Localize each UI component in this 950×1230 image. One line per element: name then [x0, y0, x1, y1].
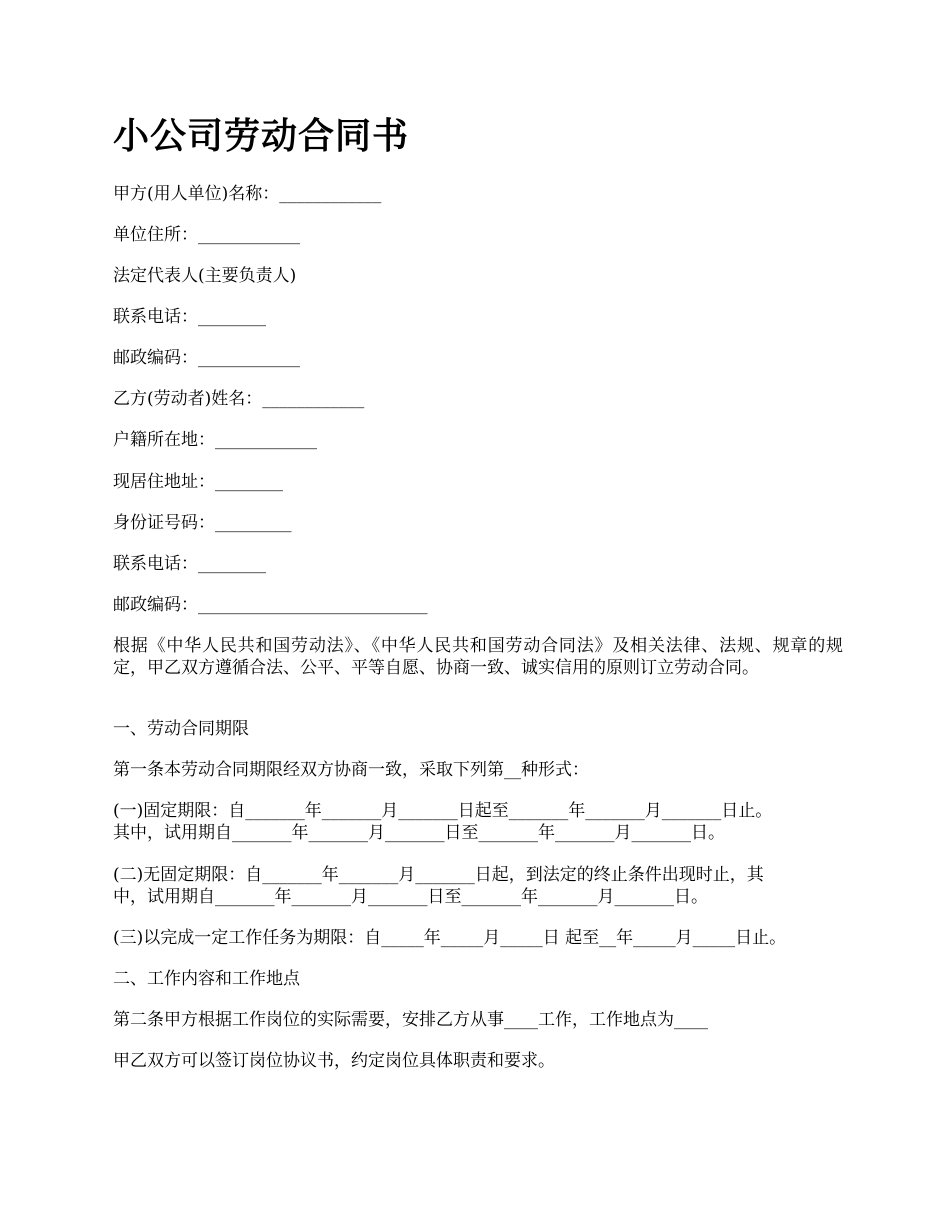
- article-1: 第一条本劳动合同期限经双方协商一致，采取下列第__种形式：: [113, 760, 589, 780]
- document-title: 小公司劳动合同书: [113, 115, 410, 157]
- party-b-postcode-field: 邮政编码：___________________________: [113, 595, 428, 615]
- open-term-line-2: 中，试用期自_______年_______月_______日至_______年_______月_______日。: [113, 887, 708, 907]
- fixed-term-line-2: 其中，试用期自_______年_______月_______日至_______年_______月_______日。: [113, 823, 725, 843]
- open-term-line-1: (二)无固定期限：自_______年_______月_______日起，到法定的终止条件出现时止，其: [113, 865, 764, 885]
- party-a-postcode-field: 邮政编码：____________: [113, 348, 300, 368]
- party-a-name-field: 甲方(用人单位)名称：____________: [113, 184, 382, 204]
- fixed-term-line-1: (一)固定期限：自_______年_______月_______日起至_______年_______月_______日止。: [113, 801, 773, 821]
- article-2: 第二条甲方根据工作岗位的实际需要，安排乙方从事____工作，工作地点为____: [113, 1010, 708, 1030]
- section-2-heading: 二、工作内容和工作地点: [113, 969, 300, 989]
- party-a-phone-field: 联系电话：________: [113, 307, 266, 327]
- party-b-phone-field: 联系电话：________: [113, 554, 266, 574]
- preamble-paragraph: 根据《中华人民共和国劳动法》、《中华人民共和国劳动合同法》及相关法律、法规、规章的规定，甲乙双方遵循合法、公平、平等自愿、协商一致、诚实信用的原则订立劳动合同。: [113, 636, 843, 678]
- task-term-line: (三)以完成一定工作任务为期限：自_____年_____月_____日 起至__年_____月_____日止。: [113, 928, 787, 948]
- legal-representative-field: 法定代表人(主要负责人): [113, 266, 297, 286]
- party-a-address-field: 单位住所：____________: [113, 225, 300, 245]
- household-registration-field: 户籍所在地：____________: [113, 430, 317, 450]
- article-2-note: 甲乙双方可以签订岗位协议书，约定岗位具体职责和要求。: [113, 1051, 555, 1071]
- section-1-heading: 一、劳动合同期限: [113, 719, 249, 739]
- id-number-field: 身份证号码：_________: [113, 513, 292, 533]
- party-b-name-field: 乙方(劳动者)姓名：____________: [113, 389, 365, 409]
- current-address-field: 现居住地址：________: [113, 472, 283, 492]
